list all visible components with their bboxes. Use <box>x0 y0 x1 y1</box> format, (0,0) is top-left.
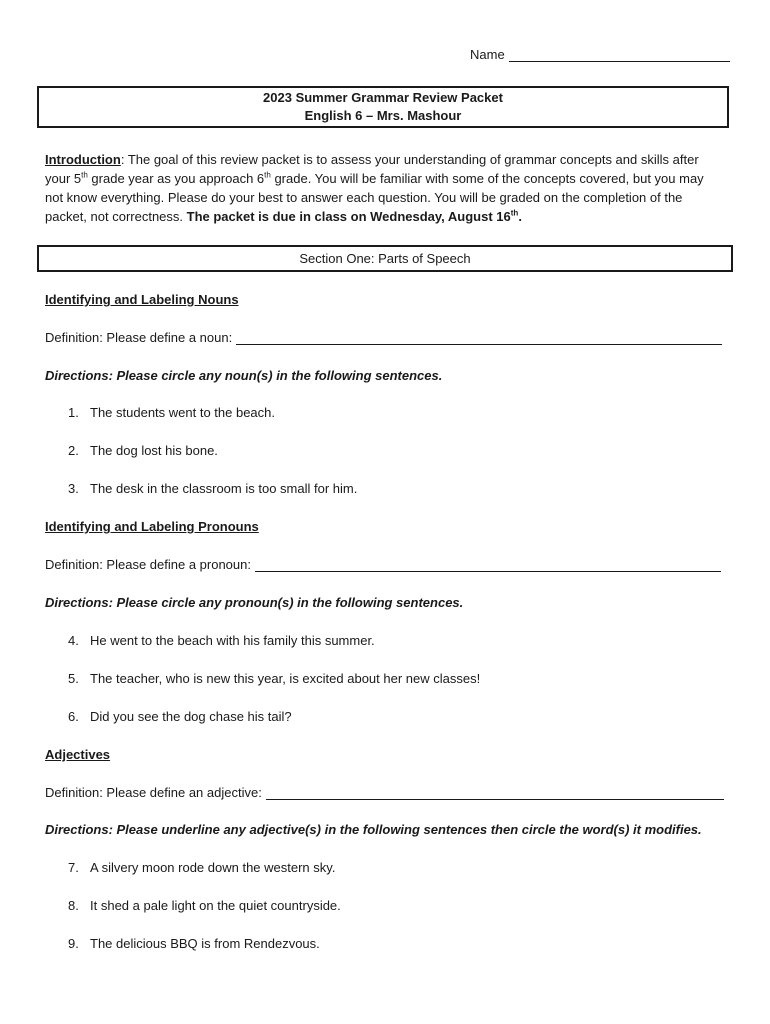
adjectives-directions: Directions: Please underline any adjective(s) in the following sentences then circle the word(s) it modifies. <box>45 822 702 837</box>
pronoun-definition-blank[interactable] <box>255 557 721 572</box>
adjective-definition-field[interactable] <box>45 785 724 800</box>
pronouns-directions: Directions: Please circle any pronoun(s) in the following sentences. <box>45 595 464 610</box>
class-subtitle: English 6 – Mrs. Mashour <box>304 108 462 123</box>
name-field[interactable] <box>470 47 730 62</box>
adjective-definition-label: Definition: Please define an adjective: <box>45 785 262 800</box>
list-item: 4. He went to the beach with his family this summer. <box>68 633 375 648</box>
list-item: 3. The desk in the classroom is too small for him. <box>68 481 358 496</box>
introduction-label: Introduction <box>45 152 121 167</box>
list-item: 5. The teacher, who is new this year, is excited about her new classes! <box>68 671 481 686</box>
nouns-heading: Identifying and Labeling Nouns <box>45 292 239 307</box>
adjectives-heading: Adjectives <box>45 747 111 762</box>
intro-sup-1: th <box>81 170 88 180</box>
pronoun-definition-label: Definition: Please define a pronoun: <box>45 557 251 572</box>
intro-sup-2: th <box>264 170 271 180</box>
intro-text-3: grade. You will be familiar with some of the concepts covered, but you may not know everything. Please do your best to answer each question. You will be graded on the completion of the packet, not correctness. <box>45 171 704 224</box>
pronoun-definition-field[interactable] <box>45 557 721 572</box>
title-box <box>37 86 729 128</box>
name-label: Name <box>470 47 505 62</box>
introduction-paragraph <box>45 150 725 226</box>
name-blank-line[interactable] <box>509 47 730 62</box>
noun-definition-label: Definition: Please define a noun: <box>45 330 233 345</box>
list-item: 6. Did you see the dog chase his tail? <box>68 709 292 724</box>
list-item: 2. The dog lost his bone. <box>68 443 218 458</box>
noun-definition-blank[interactable] <box>236 330 722 345</box>
packet-title: 2023 Summer Grammar Review Packet <box>263 90 503 105</box>
intro-text-2: grade year as you approach 6 <box>87 171 265 186</box>
pronouns-heading: Identifying and Labeling Pronouns <box>45 519 259 534</box>
list-item: 9. The delicious BBQ is from Rendezvous. <box>68 936 320 951</box>
adjective-definition-blank[interactable] <box>266 785 724 800</box>
nouns-directions: Directions: Please circle any noun(s) in the following sentences. <box>45 368 443 383</box>
intro-text-1: : The goal of this review packet is to assess your understanding of grammar concepts and skills after your 5 <box>45 152 699 186</box>
list-item: 1. The students went to the beach. <box>68 405 276 420</box>
noun-definition-field[interactable] <box>45 330 722 345</box>
due-date-text: The packet is due in class on Wednesday, August 16th. <box>186 208 522 224</box>
section-title-box <box>37 245 733 272</box>
list-item: 8. It shed a pale light on the quiet countryside. <box>68 898 341 913</box>
section-title: Section One: Parts of Speech <box>299 251 471 266</box>
list-item: 7. A silvery moon rode down the western sky. <box>68 860 336 875</box>
